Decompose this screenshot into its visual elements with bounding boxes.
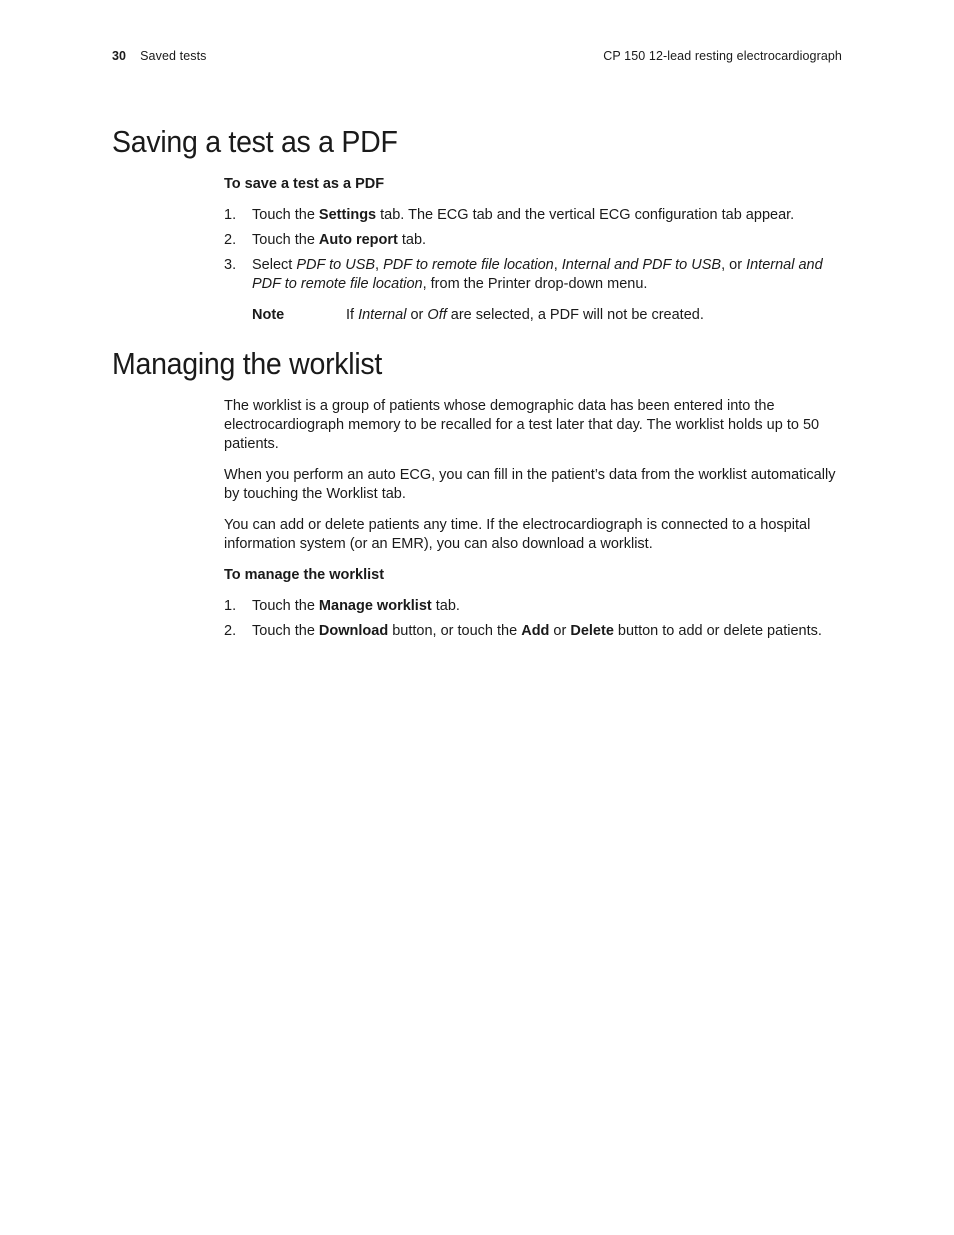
step-text-run: Touch the <box>252 623 319 639</box>
option-pdf-to-usb: PDF to USB <box>296 257 376 273</box>
note-text-run: or <box>406 307 428 323</box>
step-number: 2. <box>224 623 237 639</box>
ui-term-auto-report: Auto report <box>318 232 398 248</box>
step-text <box>252 597 844 616</box>
option-pdf-to-remote: PDF to remote file location <box>383 257 554 273</box>
option-internal-and-pdf-to-remote: Internal and PDF to remote file location <box>252 257 823 292</box>
step-text <box>252 231 844 250</box>
note-text-run: If <box>346 307 359 323</box>
step-list <box>224 206 844 294</box>
step-text <box>252 256 844 294</box>
step-text-run: or <box>549 623 571 639</box>
ui-term-manage-worklist: Manage worklist <box>318 598 432 614</box>
note-label: Note <box>252 307 285 323</box>
procedure-title: To save a test as a PDF <box>224 176 385 192</box>
running-header <box>112 49 842 63</box>
step-list <box>224 597 844 641</box>
step-number: 3. <box>224 257 237 273</box>
step-text-run: , or <box>721 257 747 273</box>
step-text <box>252 622 844 641</box>
step-number: 1. <box>224 598 237 614</box>
step-item <box>224 231 844 250</box>
paragraph: You can add or delete patients any time. If the electrocardiograph is connected to a hospital information system (or an EMR), you can also download a worklist. <box>224 517 811 552</box>
section-heading-managing-worklist: Managing the worklist <box>112 346 383 381</box>
step-text-run: button to add or delete patients. <box>613 623 822 639</box>
header-section: Saved tests <box>140 49 207 63</box>
step-text-run: button, or touch the <box>388 623 522 639</box>
step-item <box>224 622 844 641</box>
step-number: 2. <box>224 232 237 248</box>
page-number: 30 <box>112 49 127 63</box>
option-internal-and-pdf-to-usb: Internal and PDF to USB <box>561 257 722 273</box>
procedure-title: To manage the worklist <box>224 567 385 583</box>
step-item <box>224 597 844 616</box>
ui-term-add: Add <box>521 623 550 639</box>
worklist-section-body <box>224 397 844 641</box>
note-term-internal: Internal <box>358 307 407 323</box>
step-text-run: Touch the <box>252 232 319 248</box>
procedure-save-pdf <box>224 175 844 325</box>
note-text-run: are selected, a PDF will not be created. <box>446 307 704 323</box>
note-term-off: Off <box>427 307 447 323</box>
section-heading-saving-pdf: Saving a test as a PDF <box>112 124 398 159</box>
note-text <box>346 306 704 325</box>
step-text <box>252 206 844 225</box>
step-text-run: Touch the <box>252 598 319 614</box>
step-text-run: tab. The ECG tab and the vertical ECG configuration tab appear. <box>376 207 795 223</box>
step-number: 1. <box>224 207 237 223</box>
paragraph: When you perform an auto ECG, you can fill in the patient’s data from the worklist automatically by touching the Worklist tab. <box>224 467 836 502</box>
note <box>252 306 844 325</box>
step-item <box>224 256 844 294</box>
ui-term-settings: Settings <box>318 207 377 223</box>
ui-term-download: Download <box>318 623 389 639</box>
step-text-run: tab. <box>431 598 460 614</box>
ui-term-delete: Delete <box>570 623 614 639</box>
step-item <box>224 206 844 225</box>
step-text-run: , <box>375 257 384 273</box>
paragraph: The worklist is a group of patients whose demographic data has been entered into the electrocardiograph memory to be recalled for a test later that day. The worklist holds up to 50 patients. <box>224 398 820 452</box>
step-text-run: Touch the <box>252 207 319 223</box>
step-text-run: , <box>553 257 562 273</box>
step-text-run: Select <box>252 257 297 273</box>
header-document-title: CP 150 12-lead resting electrocardiograph <box>603 49 842 63</box>
header-left <box>112 49 207 63</box>
step-text-run: , from the Printer drop-down menu. <box>422 276 648 292</box>
step-text-run: tab. <box>397 232 427 248</box>
